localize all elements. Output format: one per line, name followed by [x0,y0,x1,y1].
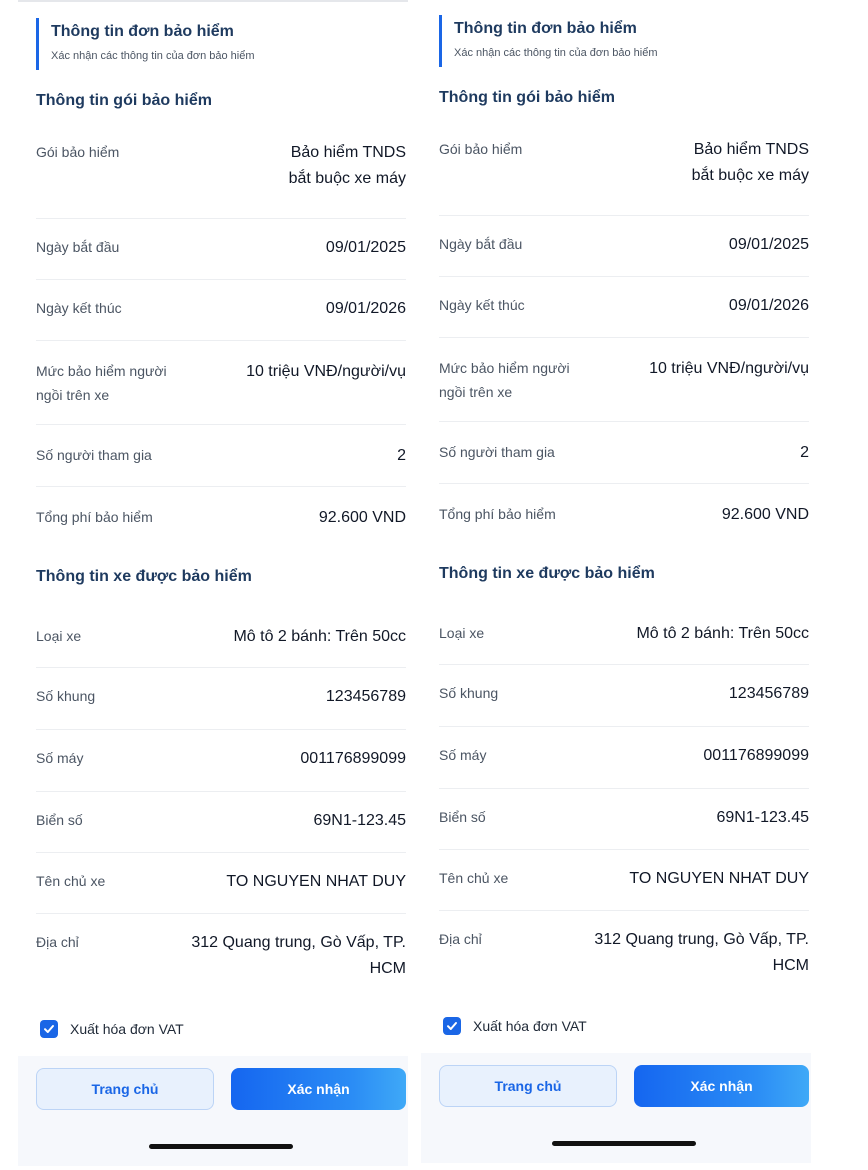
row-end-date [36,280,406,341]
vat-label: Xuất hóa đơn VAT [70,1021,184,1037]
row-value: 10 triệu VNĐ/người/vụ [649,360,809,377]
row-owner-name [36,853,406,914]
section-subtitle: Xác nhận các thông tin của đơn bảo hiểm [51,50,255,62]
row-value: Mô tô 2 bánh: Trên 50cc [636,625,809,642]
row-vehicle-type [36,608,406,668]
row-label: Tên chủ xe [36,873,106,889]
row-label: Ngày kết thúc [36,300,122,316]
row-label: Mức bảo hiểm người ngồi trên xe [36,363,167,403]
action-footer [421,1053,811,1163]
vat-label: Xuất hóa đơn VAT [473,1018,587,1034]
row-value: Bảo hiểm TNDS bắt buộc xe máy [691,141,809,184]
row-label: Ngày kết thúc [439,297,525,313]
phone-screen-right [421,0,811,1170]
row-value: TO NGUYEN NHAT DUY [629,870,809,887]
phone-screen-left [18,0,408,1170]
vat-checkbox[interactable] [40,1020,58,1038]
vehicle-group-title: Thông tin xe được bảo hiểm [36,568,252,585]
row-end-date [439,277,809,338]
row-total-fee [36,487,406,547]
row-owner-name [439,850,809,911]
row-value: 001176899099 [300,750,406,767]
home-indicator [149,1144,293,1149]
row-plate-number [439,789,809,850]
row-label: Số người tham gia [439,444,555,460]
row-label: Số máy [36,750,84,766]
row-address [36,914,406,986]
package-info-list [439,137,809,544]
row-label: Số khung [439,685,499,701]
section-subtitle: Xác nhận các thông tin của đơn bảo hiểm [454,47,658,59]
row-engine-number [439,727,809,789]
vat-checkbox[interactable] [443,1017,461,1035]
row-vehicle-type [439,605,809,665]
row-label: Ngày bắt đầu [36,239,120,255]
vat-invoice-option[interactable] [40,1020,184,1038]
row-participants [439,422,809,484]
row-value: 123456789 [325,688,406,705]
home-button[interactable]: Trang chủ [439,1065,617,1107]
vehicle-info-list [36,608,406,986]
check-icon [446,1020,458,1032]
row-label: Gói bảo hiểm [439,141,523,157]
row-label: Số người tham gia [36,447,152,463]
confirm-button[interactable]: Xác nhận [231,1068,406,1110]
row-value: 09/01/2026 [325,300,406,317]
section-title: Thông tin đơn bảo hiểm [454,20,637,37]
row-value: 69N1-123.45 [313,812,406,829]
row-total-fee [439,484,809,544]
section-title: Thông tin đơn bảo hiểm [51,23,234,40]
row-value: 312 Quang trung, Gò Vấp, TP. HCM [594,931,809,974]
row-label: Số máy [439,747,487,763]
row-value: 10 triệu VNĐ/người/vụ [246,363,406,380]
row-chassis-number [439,665,809,727]
section-header [36,18,406,70]
row-engine-number [36,730,406,792]
row-label: Loại xe [36,628,82,644]
row-value: TO NGUYEN NHAT DUY [226,873,406,890]
row-chassis-number [36,668,406,730]
row-label: Gói bảo hiểm [36,144,120,160]
row-package [439,137,809,216]
row-value: 92.600 VND [318,509,406,526]
row-label: Loại xe [439,625,485,641]
row-plate-number [36,792,406,853]
row-value: 92.600 VND [721,506,809,523]
row-label: Địa chỉ [439,931,482,947]
package-group-title: Thông tin gói bảo hiểm [36,92,212,109]
check-icon [43,1023,55,1035]
row-label: Tổng phí bảo hiểm [36,509,153,525]
row-label: Ngày bắt đầu [439,236,523,252]
row-value: Mô tô 2 bánh: Trên 50cc [233,628,406,645]
action-footer [18,1056,408,1166]
package-info-list [36,140,406,547]
row-label: Số khung [36,688,96,704]
vehicle-info-list [439,605,809,983]
row-label: Địa chỉ [36,934,79,950]
top-divider [18,0,408,2]
home-indicator [552,1141,696,1146]
row-value: 09/01/2025 [728,236,809,253]
row-value: 123456789 [728,685,809,702]
row-participants [36,425,406,487]
row-value: 312 Quang trung, Gò Vấp, TP. HCM [191,934,406,977]
row-address [439,911,809,983]
home-button[interactable]: Trang chủ [36,1068,214,1110]
row-label: Biển số [36,812,83,828]
row-label: Tổng phí bảo hiểm [439,506,556,522]
row-value: 001176899099 [703,747,809,764]
package-group-title: Thông tin gói bảo hiểm [439,89,615,106]
row-label: Biển số [439,809,486,825]
row-label: Tên chủ xe [439,870,509,886]
row-start-date [439,216,809,277]
row-package [36,140,406,219]
row-value: 09/01/2026 [728,297,809,314]
row-value: 09/01/2025 [325,239,406,256]
row-coverage-level [36,341,406,425]
row-value: Bảo hiểm TNDS bắt buộc xe máy [288,144,406,187]
row-start-date [36,219,406,280]
vehicle-group-title: Thông tin xe được bảo hiểm [439,565,655,582]
row-value: 2 [800,444,809,461]
row-value: 69N1-123.45 [716,809,809,826]
confirm-button[interactable]: Xác nhận [634,1065,809,1107]
row-value: 2 [397,447,406,464]
vat-invoice-option[interactable] [443,1017,587,1035]
row-label: Mức bảo hiểm người ngồi trên xe [439,360,570,400]
section-header [439,15,809,67]
row-coverage-level [439,338,809,422]
